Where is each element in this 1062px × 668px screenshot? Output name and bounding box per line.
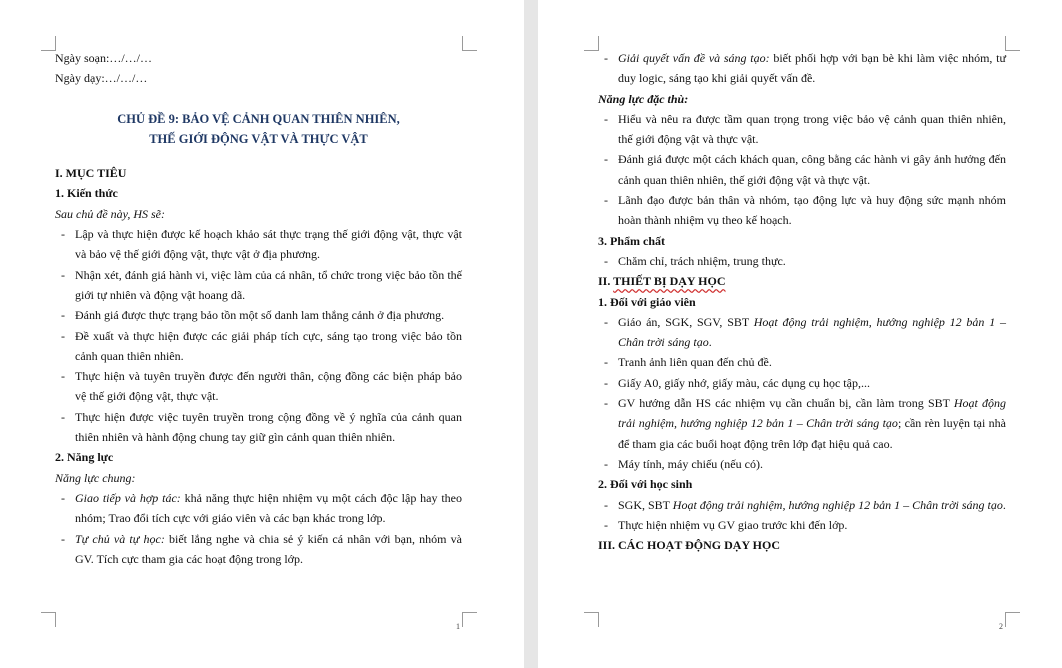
date-taught: Ngày dạy:…/…/… xyxy=(55,71,148,86)
student-list xyxy=(598,495,1006,536)
item-label: Giao tiếp và hợp tác: xyxy=(75,490,181,505)
subsection-knowledge: 1. Kiến thức xyxy=(55,186,118,201)
item-text: khả năng thực hiện nhiệm vụ một cách độc lập hay theo nhóm; Trao đổi tích cực với giáo viên và các bạn khác trong lớp. xyxy=(75,490,462,526)
section-equipment-text: THIẾT BỊ DẠY HỌC xyxy=(613,274,726,289)
general-competency-label: Năng lực chung: xyxy=(55,470,136,485)
page-number: 2 xyxy=(999,622,1003,631)
specific-competency-list xyxy=(598,109,1006,231)
date-prepared: Ngày soạn:…/…/… xyxy=(55,51,152,65)
intro-text: Sau chủ đề này, HS sẽ: xyxy=(55,206,165,221)
subsection-student: 2. Đối với học sinh xyxy=(598,477,693,492)
quality-list xyxy=(598,251,1006,271)
item-italic: Hoạt động trải nghiệm, hướng nghiệp 12 bản 1 – Chân trời sáng tạo xyxy=(672,497,1003,512)
list-item xyxy=(598,515,1006,535)
item-text: Máy tính, máy chiếu (nếu có). xyxy=(618,456,763,471)
list-item xyxy=(598,495,1006,515)
item-label: Tự chủ và tự học: xyxy=(75,531,165,546)
page-2-body[interactable] xyxy=(598,48,1006,555)
list-item: - Đánh giá được thực trạng bảo tồn một số danh lam thắng cảnh ở địa phương. xyxy=(55,305,462,325)
general-competency-list xyxy=(55,488,462,569)
list-item xyxy=(598,393,1006,454)
list-item: - Đề xuất và thực hiện được các giải pháp tích cực, sáng tạo trong việc bảo tồn cảnh quan thiên nhiên. xyxy=(55,326,462,367)
document-page-1 xyxy=(0,0,524,668)
subsection-competency: 2. Năng lực xyxy=(55,450,114,465)
general-competency-list-continued xyxy=(598,48,1006,89)
list-item: - Thực hiện và tuyên truyền được đến người thân, cộng đồng các biện pháp bảo vệ thế giới động vật, thực vật. xyxy=(55,366,462,407)
page-1-body[interactable] xyxy=(55,48,462,569)
teacher-list xyxy=(598,312,1006,474)
list-item: - Thực hiện được việc tuyên truyền trong cộng đồng về ý nghĩa của cảnh quan thiên nhiên và hành động chung tay giữ gìn cảnh quan thiên nhiên. xyxy=(55,407,462,448)
list-item xyxy=(598,373,1006,393)
item-text: Giáo án, SGK, SGV, SBT xyxy=(618,314,754,329)
item-text: GV hướng dẫn HS các nhiệm vụ cần chuẩn bị, cần làm trong SBT xyxy=(618,396,954,411)
list-item xyxy=(55,488,462,529)
list-item xyxy=(598,352,1006,372)
item-italic: Hoạt động trải nghiệm, hướng nghiệp 12 bản 1 – Chân trời sáng tạo xyxy=(618,396,1007,431)
list-item: - Nhận xét, đánh giá hành vi, việc làm của cá nhân, tổ chức trong việc bảo tồn thế giới tự nhiên và động vật hoang dã. xyxy=(55,265,462,306)
item-italic: Hoạt động trải nghiệm, hướng nghiệp 12 bản 1 – Chân trời sáng tạo xyxy=(618,314,1006,350)
crop-mark-bottom-left xyxy=(584,612,599,627)
section-equipment xyxy=(598,271,1006,291)
list-item xyxy=(598,454,1006,474)
topic-title-line-1: CHỦ ĐỀ 9: BẢO VỆ CẢNH QUAN THIÊN NHIÊN, xyxy=(117,111,400,126)
crop-mark-top-left xyxy=(41,36,56,51)
list-item: - Hiểu và nêu ra được tầm quan trọng trong việc bảo vệ cảnh quan thiên nhiên, thế giới động vật và thực vật. xyxy=(598,109,1006,150)
item-tail: ; cần rèn luyện tại nhà để tham gia các buổi hoạt động trên lớp đạt hiệu quả cao. xyxy=(618,416,1006,451)
crop-mark-bottom-left xyxy=(41,612,56,627)
list-item: - Chăm chỉ, trách nhiệm, trung thực. xyxy=(598,251,1006,271)
specific-competency-label: Năng lực đặc thù: xyxy=(598,91,689,106)
item-text: Thực hiện nhiệm vụ GV giao trước khi đến lớp. xyxy=(618,517,848,532)
section-activities: III. CÁC HOẠT ĐỘNG DẠY HỌC xyxy=(598,538,781,553)
crop-mark-top-left xyxy=(584,36,599,51)
item-label: Giải quyết vấn đề và sáng tạo: xyxy=(618,51,770,65)
section-objectives: I. MỤC TIÊU xyxy=(55,166,127,181)
crop-mark-top-right xyxy=(462,36,477,51)
list-item: - Lập và thực hiện được kế hoạch khảo sát thực trạng thế giới động vật, thực vật và bảo vệ thế giới động vật, thực vật ở địa phương. xyxy=(55,224,462,265)
list-item: - Đánh giá được một cách khách quan, công bằng các hành vi gây ảnh hưởng đến cảnh quan thiên nhiên, thế giới động vật và thực vật. xyxy=(598,149,1006,190)
subsection-quality: 3. Phẩm chất xyxy=(598,233,665,248)
list-item xyxy=(598,48,1006,89)
item-text: biết phối hợp với bạn bè khi làm việc nhóm, tư duy logic, sáng tạo khi giải quyết vấn đề. xyxy=(618,51,1006,86)
page-number: 1 xyxy=(456,622,460,631)
list-item: - Lãnh đạo được bản thân và nhóm, tạo động lực và huy động sức mạnh nhóm hoàn thành nhiệm vụ theo kế hoạch. xyxy=(598,190,1006,231)
item-text: Tranh ảnh liên quan đến chủ đề. xyxy=(618,355,772,370)
crop-mark-bottom-right xyxy=(1005,612,1020,627)
subsection-teacher: 1. Đối với giáo viên xyxy=(598,294,696,309)
section-prefix: II. xyxy=(598,274,614,289)
crop-mark-top-right xyxy=(1005,36,1020,51)
list-item xyxy=(55,529,462,570)
item-tail: . xyxy=(708,335,712,350)
item-text: Giấy A0, giấy nhớ, giấy màu, các dụng cụ học tập,... xyxy=(618,375,870,390)
crop-mark-bottom-right xyxy=(462,612,477,627)
list-item xyxy=(598,312,1006,353)
document-page-2 xyxy=(538,0,1062,668)
item-tail: . xyxy=(1002,497,1006,512)
knowledge-list xyxy=(55,224,462,447)
item-text: SGK, SBT xyxy=(618,497,673,512)
topic-title-line-2: THẾ GIỚI ĐỘNG VẬT VÀ THỰC VẬT xyxy=(149,131,368,146)
item-text: biết lắng nghe và chia sẻ ý kiến cá nhân với bạn, nhóm và GV. Tích cực tham gia các hoạt động trong lớp. xyxy=(75,531,462,566)
